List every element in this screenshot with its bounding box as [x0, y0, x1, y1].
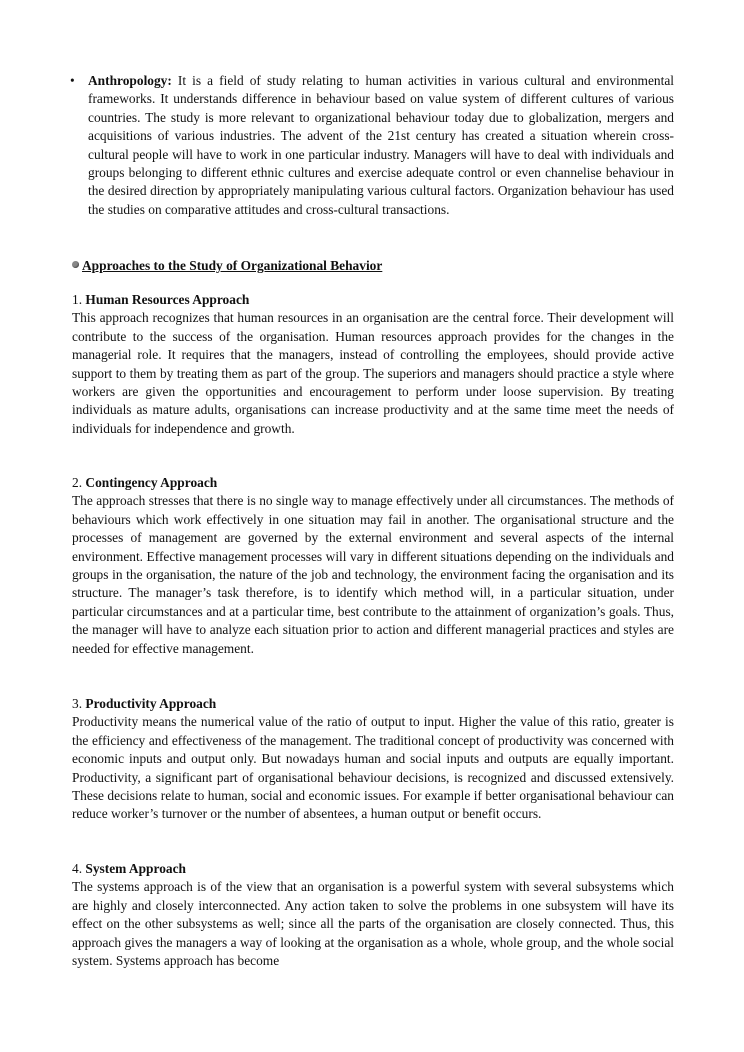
section-number: 4.: [72, 861, 83, 876]
section-number: 3.: [72, 696, 83, 711]
section-number: 2.: [72, 475, 83, 490]
section-human-resources: [72, 291, 674, 438]
section-title-text: Productivity Approach: [85, 696, 217, 711]
section-heading-text: Approaches to the Study of Organizational Behavior: [82, 258, 383, 273]
section-title-text: Human Resources Approach: [85, 292, 250, 307]
section-body: The approach stresses that there is no single way to manage effectively under all circumstances. The methods of behaviours which work effectively in one situation may fail in another. The organisational structure and the processes of management are governed by the external environment and several aspects of the internal environment. Effective management processes will vary in different situations depending on the individuals and groups in the organisation, the nature of the job and technology, the environment facing the organisation and its structure. The manager’s task therefore, is to identify which method will, in a particular situation, under particular circumstances and at a particular time, best contribute to the attainment of organization’s goals. Thus, the manager will have to analyze each situation prior to action and different managerial practices and styles are needed for effective management.: [72, 493, 674, 656]
section-number: 1.: [72, 292, 83, 307]
section-body: This approach recognizes that human resources in an organisation are the central force. Their development will contribute to the success of the organisation. Human resources approach provides for the changes in the managerial role. It requires that the managers, instead of controlling the employees, should provide active support to them by treating them as part of the group. The superiors and managers should practice a style where workers are given the opportunities and encouragement to perform under loose supervision. By treating individuals as mature adults, organisations can increase productivity and at the same time meet the needs of individuals for independence and growth.: [72, 310, 674, 436]
section-body: The systems approach is of the view that an organisation is a powerful system with several subsystems which are highly and closely interconnected. Any action taken to solve the problems in one subsystem will have its effect on the other subsystems as well; since all the parts of the organisation are closely connected. Thus, this approach gives the managers a way of looking at the organisation as a whole, whole group, and the whole social system. Systems approach has become: [72, 879, 674, 969]
section-title: [72, 860, 674, 878]
section-contingency: [72, 474, 674, 658]
anthropology-paragraph: [88, 72, 674, 219]
anthropology-text: It is a field of study relating to human activities in various cultural and environmental frameworks. It understands difference in behaviour based on value system of different cultures of various countries. The study is more relevant to organizational behaviour today due to globalization, mergers and acquisitions of various industries. The advent of the 21st century has created a situation wherein cross-cultural people will have to work in one particular industry. Managers will have to deal with individuals and groups belonging to different ethnic cultures and exercise adequate control or even channelise behaviour in the desired direction by appropriately manipulating various cultural factors. Organization behaviour has used the studies on comparative attitudes and cross-cultural transactions.: [88, 73, 674, 217]
section-title: [72, 695, 674, 713]
section-title: [72, 291, 674, 309]
section-title: [72, 474, 674, 492]
circle-bullet-icon: [72, 261, 79, 268]
section-productivity: [72, 695, 674, 824]
section-title-text: Contingency Approach: [85, 475, 218, 490]
anthropology-label: Anthropology:: [88, 73, 172, 88]
bullet-icon: •: [70, 73, 75, 88]
section-title-text: System Approach: [85, 861, 186, 876]
section-body: Productivity means the numerical value of the ratio of output to input. Higher the value of this ratio, greater is the efficiency and effectiveness of the management. The traditional concept of productivity was concerned with economic inputs and output only. But nowadays human and social inputs and outputs are equally important. Productivity, a significant part of organisational behaviour decisions, is recognized and discussed extensively. These decisions relate to human, social and economic issues. For example if better organisational behaviour can reduce worker’s turnover or the number of absentees, a human output or benefit occurs.: [72, 714, 674, 822]
section-heading: [72, 257, 382, 275]
section-system: [72, 860, 674, 970]
